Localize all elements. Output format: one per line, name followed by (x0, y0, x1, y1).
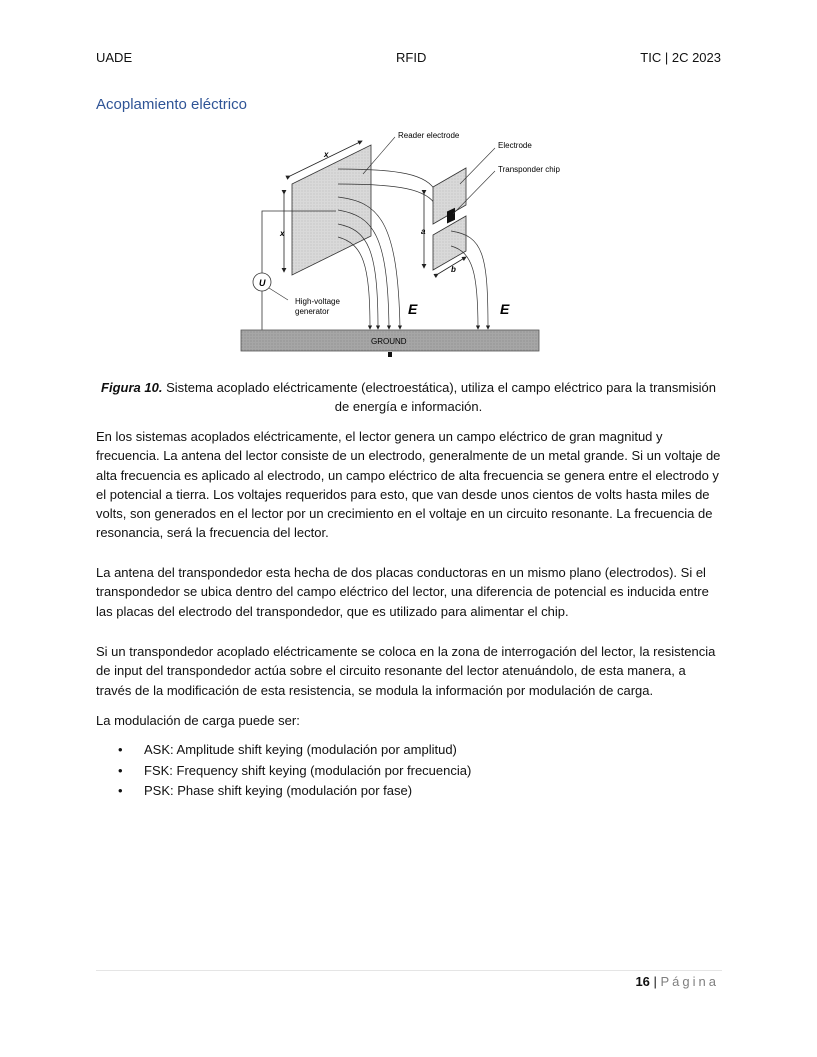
u-label: U (259, 278, 266, 288)
transponder-chip-label: Transponder chip (498, 165, 560, 174)
list-item: • FSK: Frequency shift keying (modulación por frecuencia) (118, 761, 471, 782)
generator-label-1: High-voltage (295, 297, 340, 306)
paragraph-1: En los sistemas acoplados eléctricamente, el lector genera un campo eléctrico de gran magnitud y frecuencia. La antena del lector consiste de un electrodo, generalmente de un metal grande. Si un voltaje de alta frecuencia es aplicado al electrodo, un campo eléctrico de alta frecuencia se genera entre el electrodo y el potencial a tierra. Los voltajes requeridos para esto, que van desde unos cientos de volts hasta miles de volts, son generados en el lector por un crecimiento en el voltaje en un circuito resonante. La frecuencia de resonancia, será la frecuencia del lector. (96, 429, 721, 541)
list-item: • PSK: Phase shift keying (modulación por fase) (118, 781, 471, 802)
list-item: • ASK: Amplitude shift keying (modulación por amplitud) (118, 740, 471, 761)
field-line (338, 237, 370, 329)
paragraph-3: Si un transpondedor acoplado eléctricamente se coloca en la zona de interrogación del lector, la resistencia de input del transpondedor actúa sobre el circuito resonante del lector atenuándolo, de esta manera, a través de la modificación de esta resistencia, se modula la información por modulación de carga. (96, 644, 716, 698)
electrode-label: Electrode (498, 141, 532, 150)
modulation-list (118, 740, 471, 802)
x-top-label: x (324, 150, 329, 159)
figure-caption (96, 378, 721, 416)
e-right-label: E (500, 301, 510, 317)
ground-symbol-icon (388, 352, 392, 357)
header-center: RFID (396, 50, 427, 65)
x-side-label: x (280, 229, 285, 238)
section-heading: Acoplamiento eléctrico (96, 96, 247, 113)
coupling-diagram (238, 124, 583, 364)
reader-electrode-label: Reader electrode (398, 131, 460, 140)
page-number: 16 (635, 974, 650, 989)
paragraph-4: La modulación de carga puede ser: (96, 713, 300, 728)
footer-divider (96, 970, 722, 971)
ground-label: GROUND (371, 337, 407, 346)
a-label: a (421, 227, 426, 236)
e-left-label: E (408, 301, 418, 317)
paragraph-2: La antena del transpondedor esta hecha de dos placas conductoras en un mismo plano (electrodos). Si el transpondedor se ubica dentro del campo eléctrico del lector, una diferencia de potencial es inducida entre las placas del electrodo del transpondedor, que es utilizado para alimentar el chip. (96, 565, 709, 619)
reader-electrode-plate (292, 145, 371, 275)
caption-label: Figura 10. (101, 380, 163, 395)
generator-leader (269, 288, 288, 300)
electrode-leader (460, 148, 495, 184)
transponder-lower-electrode (433, 216, 466, 270)
figure-electric-coupling (238, 124, 583, 364)
b-label: b (451, 265, 456, 274)
header-left: UADE (96, 50, 133, 65)
header-right: TIC | 2C 2023 (640, 50, 721, 65)
page-label: Página (660, 974, 719, 989)
caption-text: Sistema acoplado eléctricamente (electroestática), utiliza el campo eléctrico para la transmisión de energía e información. (162, 380, 716, 414)
generator-label-2: generator (295, 307, 330, 316)
page-footer (635, 974, 719, 989)
field-line (451, 246, 478, 329)
footer-separator: | (649, 974, 661, 989)
